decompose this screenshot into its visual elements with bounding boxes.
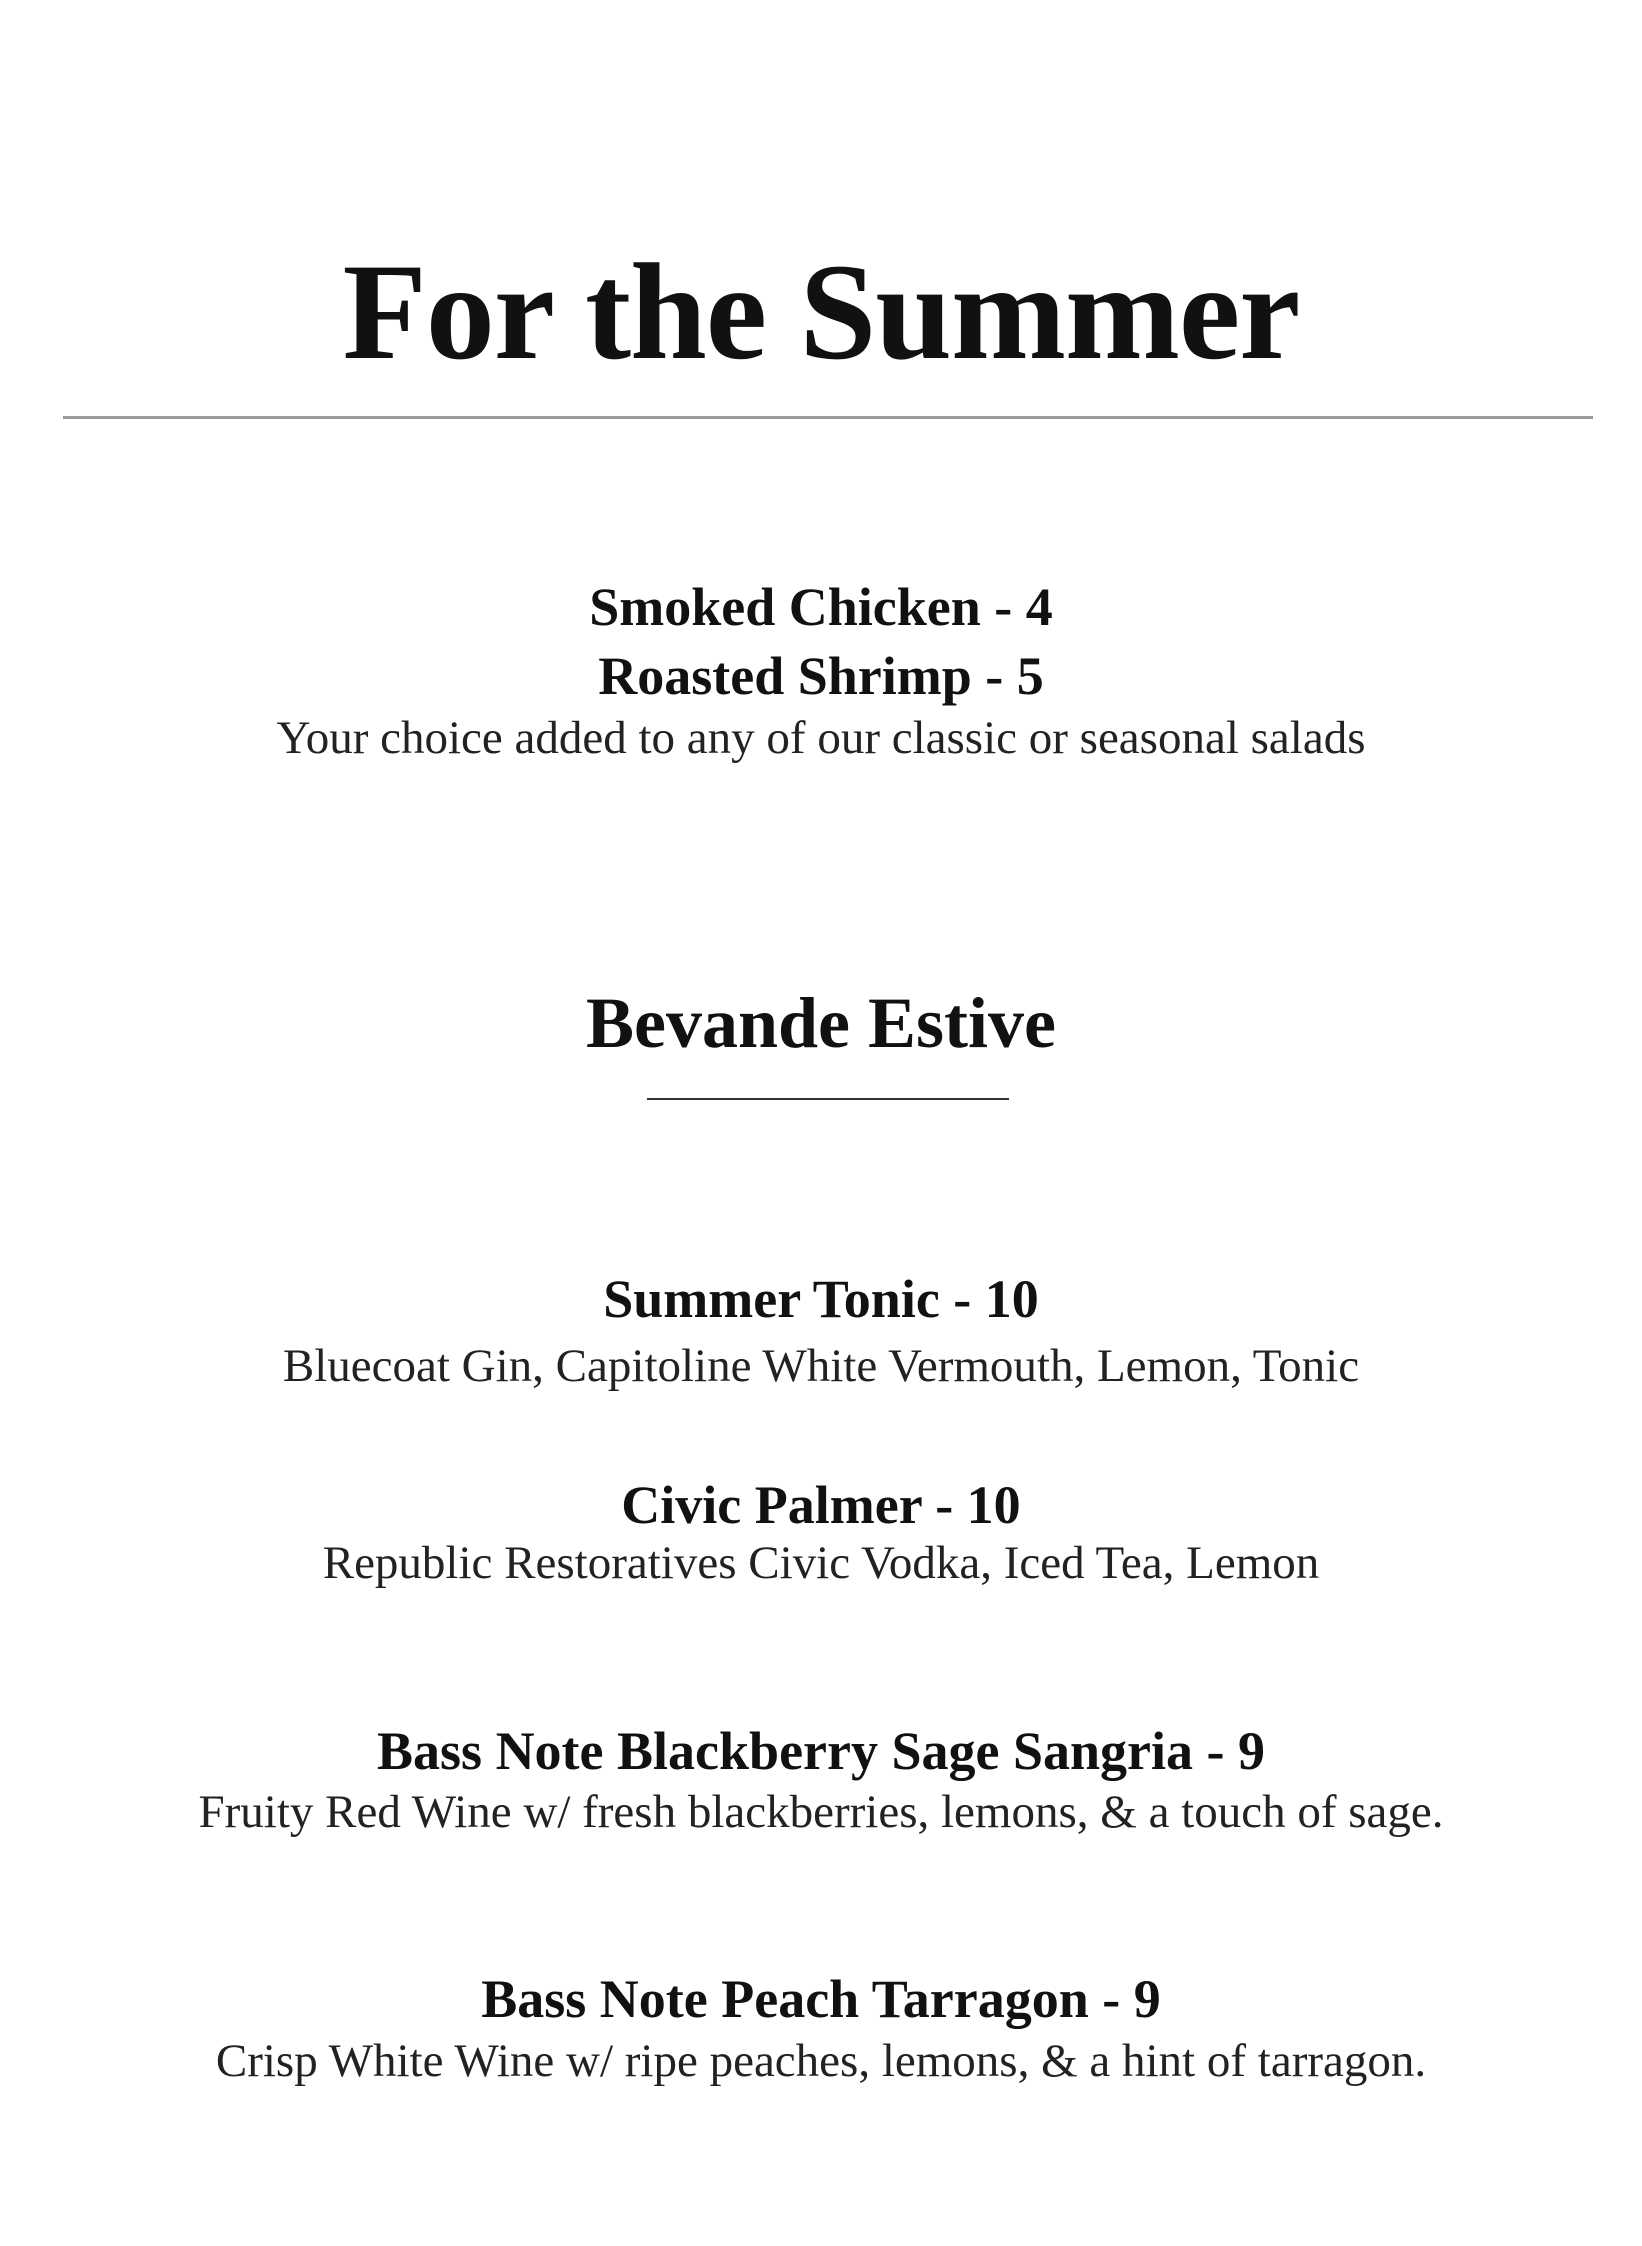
section-title: Bevande Estive xyxy=(585,983,1056,1063)
drink-description-blackberry-sangria: Fruity Red Wine w/ fresh blackberries, lemons, & a touch of sage. xyxy=(198,1786,1444,1838)
addon-note: Your choice added to any of our classic or seasonal salads xyxy=(276,712,1366,764)
addon-item-smoked-chicken: Smoked Chicken - 4 xyxy=(589,577,1053,637)
title-divider xyxy=(63,416,1593,419)
drink-name-summer-tonic: Summer Tonic - 10 xyxy=(603,1269,1039,1329)
drink-name-blackberry-sangria: Bass Note Blackberry Sage Sangria - 9 xyxy=(377,1721,1265,1781)
drink-description-civic-palmer: Republic Restoratives Civic Vodka, Iced Tea, Lemon xyxy=(322,1537,1320,1589)
drink-description-peach-tarragon: Crisp White Wine w/ ripe peaches, lemons, & a hint of tarragon. xyxy=(215,2035,1427,2087)
page-title: For the Summer xyxy=(342,235,1300,388)
addon-item-roasted-shrimp: Roasted Shrimp - 5 xyxy=(598,646,1044,706)
drink-description-summer-tonic: Bluecoat Gin, Capitoline White Vermouth, Lemon, Tonic xyxy=(282,1340,1360,1392)
drink-name-peach-tarragon: Bass Note Peach Tarragon - 9 xyxy=(481,1969,1161,2029)
section-divider xyxy=(647,1098,1009,1100)
drink-name-civic-palmer: Civic Palmer - 10 xyxy=(621,1475,1021,1535)
